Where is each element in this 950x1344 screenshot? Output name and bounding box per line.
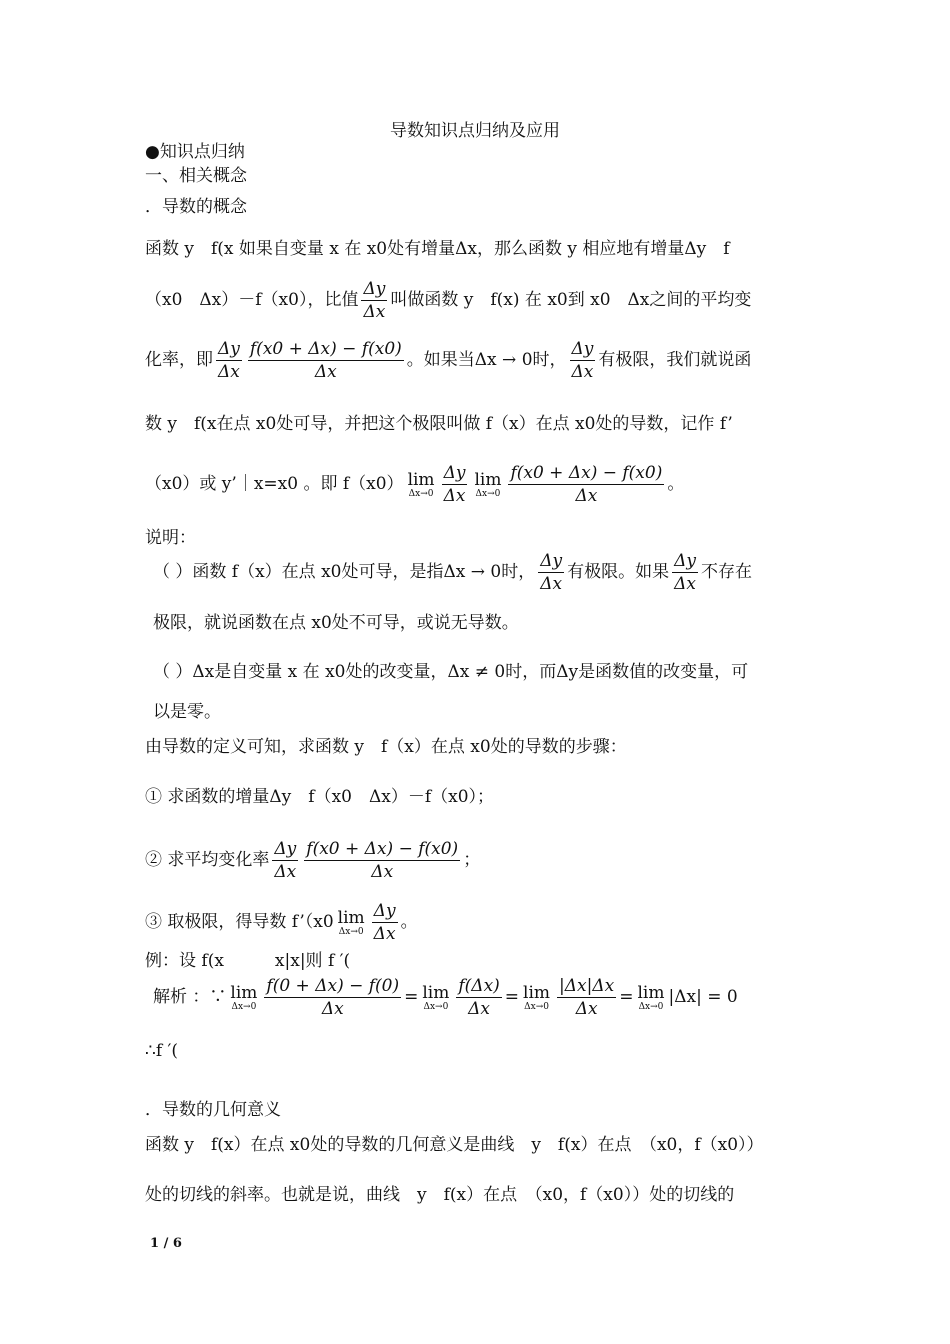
denominator: Δx	[571, 362, 594, 382]
fraction-dy-dx	[272, 838, 298, 883]
step-3	[145, 900, 418, 945]
steps-intro: 由导数的定义可知，求函数 y f（x）在点 x0处的导数的步骤：	[145, 737, 627, 757]
denominator: Δx	[373, 924, 396, 944]
text-segment: ③ 取极限，得导数 f’（x0	[145, 912, 334, 932]
numerator: f(0 + Δx) − f(0)	[266, 976, 400, 996]
text-segment: 化率，即	[145, 350, 213, 370]
equals-sign: =	[619, 987, 634, 1007]
limit-operator	[637, 984, 664, 1012]
page-title: 导数知识点归纳及应用	[390, 121, 560, 141]
numerator: Δy	[373, 901, 396, 921]
topic-heading-geometric-meaning: ．导数的几何意义	[145, 1100, 281, 1120]
note-2-line-1: （ ）Δx是自变量 x 在 x0处的改变量，Δx ≠ 0时，而Δy是函数值的改变量，可	[153, 662, 749, 682]
fraction-analysis-2	[456, 975, 501, 1020]
fraction-dy-dx	[216, 338, 242, 383]
lim-word: lim	[637, 982, 665, 1003]
text-segment: 不存在	[701, 562, 753, 582]
fraction-analysis-1	[264, 975, 401, 1020]
denominator: Δx	[321, 999, 344, 1019]
section-heading: ●知识点归纳	[145, 142, 245, 162]
denominator: Δx	[274, 862, 297, 882]
denominator: Δx	[575, 486, 598, 506]
numerator: Δy	[443, 463, 466, 483]
lim-subscript: Δx→0	[475, 488, 501, 499]
lim-word: lim	[230, 982, 258, 1003]
definition-line-3	[145, 338, 751, 383]
lim-subscript: Δx→0	[423, 1001, 449, 1012]
lim-subscript: Δx→0	[338, 926, 364, 937]
definition-line-5	[145, 462, 684, 507]
text-segment: （x0）或 y’｜x=x0 。即 f（x0）	[145, 474, 404, 494]
numerator: f(x0 + Δx) − f(x0)	[249, 339, 402, 359]
text-segment: 。如果当Δx → 0时，	[406, 350, 567, 370]
lim-word: lim	[407, 469, 435, 490]
equals-sign: =	[504, 987, 520, 1007]
therefore-line: ∴f ′(	[145, 1041, 179, 1061]
lim-subscript: Δx→0	[231, 1001, 257, 1012]
text-segment: ；	[463, 850, 481, 870]
definition-line-4: 数 y f(x在点 x0处可导，并把这个极限叫做 f（x）在点 x0处的导数，记作 f’	[145, 414, 733, 434]
limit-operator	[523, 984, 550, 1012]
denominator: Δx	[540, 574, 563, 594]
text-segment: ② 求平均变化率	[145, 850, 270, 870]
chapter-heading: 一、相关概念	[145, 166, 247, 186]
page-number: 1 / 6	[150, 1236, 182, 1251]
topic-heading-derivative-concept: ．导数的概念	[145, 197, 247, 217]
numerator: |Δx|Δx	[559, 976, 615, 996]
fraction-dy-dx	[361, 278, 387, 323]
text-segment: 有极限。如果	[567, 562, 670, 582]
lim-word: lim	[523, 982, 551, 1003]
text-segment: 有极限，我们就说函	[598, 350, 752, 370]
step-2	[145, 838, 480, 883]
fraction-dy-dx	[442, 462, 468, 507]
numerator: Δy	[218, 339, 240, 359]
fraction-analysis-3	[557, 975, 616, 1020]
numerator: f(x0 + Δx) − f(x0)	[306, 839, 459, 859]
denominator: Δx	[674, 574, 696, 594]
lim-word: lim	[422, 982, 450, 1003]
denominator: Δx	[314, 362, 337, 382]
example: 例：设 f(x x|x|则 f ′(	[145, 951, 351, 971]
lim-word: lim	[474, 469, 502, 490]
note-1-line-2: 极限，就说函数在点 x0处不可导，或说无导数。	[153, 613, 519, 633]
numerator: Δy	[674, 551, 697, 571]
limit-operator	[474, 471, 501, 499]
numerator: Δy	[571, 339, 594, 359]
limit-operator	[230, 984, 257, 1012]
numerator: Δy	[274, 839, 297, 859]
denominator: Δx	[575, 999, 598, 1019]
fraction-dy-dx	[372, 900, 398, 945]
note-2-line-2: 以是零。	[153, 702, 221, 722]
lim-subscript: Δx→0	[638, 1001, 664, 1012]
fraction-difference-quotient	[304, 838, 460, 883]
denominator: Δx	[371, 862, 394, 882]
analysis-line	[153, 975, 738, 1020]
definition-line-1: 函数 y f(x 如果自变量 x 在 x0处有增量Δx，那么函数 y 相应地有增量Δy f	[145, 239, 730, 259]
numerator: Δy	[363, 279, 386, 299]
fraction-dy-dx	[672, 550, 698, 595]
text-segment: 解析 ：∵	[153, 987, 227, 1007]
denominator: Δx	[218, 362, 240, 382]
numerator: Δy	[540, 551, 563, 571]
denominator: Δx	[443, 486, 466, 506]
numerator: f(Δx)	[458, 976, 500, 996]
lim-subscript: Δx→0	[408, 488, 434, 499]
fraction-difference-quotient	[248, 338, 404, 383]
limit-operator	[408, 471, 435, 499]
text-segment: |Δx| = 0	[668, 987, 738, 1007]
step-1: ① 求函数的增量Δy f（x0 Δx）－f（x0）；	[145, 787, 495, 807]
denominator: Δx	[468, 999, 491, 1019]
definition-line-2	[145, 278, 751, 323]
fraction-difference-quotient	[508, 462, 664, 507]
numerator: f(x0 + Δx) − f(x0)	[510, 463, 663, 483]
limit-operator	[338, 909, 365, 937]
limit-operator	[422, 984, 449, 1012]
geometry-line-1: 函数 y f(x）在点 x0处的导数的几何意义是曲线 y f(x）在点 （x0，f（x0））	[145, 1135, 764, 1155]
denominator: Δx	[363, 302, 386, 322]
note-1-line-1	[153, 550, 752, 595]
geometry-line-2: 处的切线的斜率。也就是说，曲线 y f(x）在点 （x0，f（x0））处的切线的	[145, 1185, 735, 1205]
text-segment: 叫做函数 y f(x) 在 x0到 x0 Δx之间的平均变	[390, 290, 752, 310]
text-segment: 。	[667, 474, 685, 494]
text-segment: 。	[400, 912, 418, 932]
fraction-dy-dx	[538, 550, 564, 595]
fraction-dy-dx	[570, 338, 596, 383]
explanation-label: 说明：	[145, 528, 196, 548]
lim-word: lim	[337, 907, 365, 928]
equals-sign: =	[404, 987, 419, 1007]
text-segment: （ ）函数 f（x）在点 x0处可导，是指Δx → 0时，	[153, 562, 536, 582]
text-segment: （x0 Δx）－f（x0），比值	[145, 290, 359, 310]
lim-subscript: Δx→0	[524, 1001, 549, 1012]
